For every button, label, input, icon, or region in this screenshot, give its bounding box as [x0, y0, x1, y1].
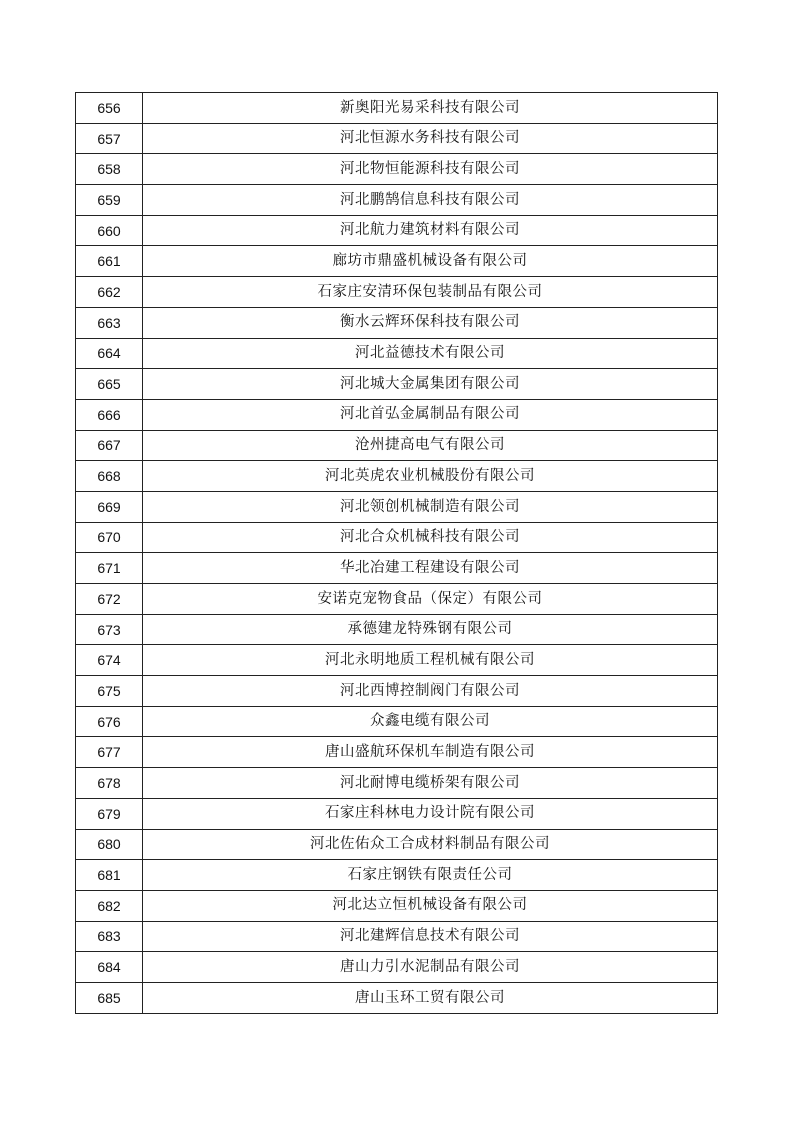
- row-number: 659: [76, 185, 143, 216]
- row-number: 672: [76, 584, 143, 615]
- row-number: 656: [76, 93, 143, 124]
- table-row: [76, 829, 718, 860]
- row-number: 675: [76, 676, 143, 707]
- company-list-table: [75, 92, 718, 1014]
- row-number: 678: [76, 768, 143, 799]
- row-number: 662: [76, 277, 143, 308]
- company-name: 河北城大金属集团有限公司: [143, 369, 718, 400]
- table-row: [76, 123, 718, 154]
- table-row: [76, 154, 718, 185]
- company-name: 石家庄钢铁有限责任公司: [143, 860, 718, 891]
- row-number: 683: [76, 921, 143, 952]
- company-name: 石家庄科林电力设计院有限公司: [143, 798, 718, 829]
- company-name: 唐山力引水泥制品有限公司: [143, 952, 718, 983]
- company-name: 承德建龙特殊钢有限公司: [143, 614, 718, 645]
- company-name: 石家庄安清环保包装制品有限公司: [143, 277, 718, 308]
- row-number: 666: [76, 399, 143, 430]
- company-name: 河北合众机械科技有限公司: [143, 522, 718, 553]
- table-row: [76, 338, 718, 369]
- company-name: 沧州捷高电气有限公司: [143, 430, 718, 461]
- table-row: [76, 614, 718, 645]
- table-row: [76, 676, 718, 707]
- row-number: 684: [76, 952, 143, 983]
- row-number: 657: [76, 123, 143, 154]
- company-name: 唐山玉环工贸有限公司: [143, 982, 718, 1013]
- company-name: 华北冶建工程建设有限公司: [143, 553, 718, 584]
- company-name: 河北建辉信息技术有限公司: [143, 921, 718, 952]
- table-row: [76, 185, 718, 216]
- table-row: [76, 277, 718, 308]
- row-number: 661: [76, 246, 143, 277]
- company-name: 唐山盛航环保机车制造有限公司: [143, 737, 718, 768]
- company-name: 河北益德技术有限公司: [143, 338, 718, 369]
- company-name: 河北首弘金属制品有限公司: [143, 399, 718, 430]
- table-row: [76, 645, 718, 676]
- row-number: 671: [76, 553, 143, 584]
- row-number: 681: [76, 860, 143, 891]
- row-number: 680: [76, 829, 143, 860]
- company-name: 新奥阳光易采科技有限公司: [143, 93, 718, 124]
- row-number: 677: [76, 737, 143, 768]
- company-name: 河北恒源水务科技有限公司: [143, 123, 718, 154]
- company-name: 河北物恒能源科技有限公司: [143, 154, 718, 185]
- table-row: [76, 491, 718, 522]
- company-name: 廊坊市鼎盛机械设备有限公司: [143, 246, 718, 277]
- table-row: [76, 369, 718, 400]
- row-number: 665: [76, 369, 143, 400]
- company-name: 河北耐博电缆桥架有限公司: [143, 768, 718, 799]
- company-name: 河北佐佑众工合成材料制品有限公司: [143, 829, 718, 860]
- table-row: [76, 706, 718, 737]
- table-row: [76, 430, 718, 461]
- company-name: 河北英虎农业机械股份有限公司: [143, 461, 718, 492]
- company-list-body: [76, 93, 718, 1014]
- row-number: 668: [76, 461, 143, 492]
- table-row: [76, 584, 718, 615]
- company-name: 安诺克宠物食品（保定）有限公司: [143, 584, 718, 615]
- row-number: 674: [76, 645, 143, 676]
- row-number: 664: [76, 338, 143, 369]
- company-name: 河北西博控制阀门有限公司: [143, 676, 718, 707]
- table-row: [76, 921, 718, 952]
- row-number: 670: [76, 522, 143, 553]
- table-row: [76, 522, 718, 553]
- company-name: 河北鹏鹄信息科技有限公司: [143, 185, 718, 216]
- table-row: [76, 798, 718, 829]
- table-row: [76, 93, 718, 124]
- row-number: 669: [76, 491, 143, 522]
- row-number: 660: [76, 215, 143, 246]
- table-row: [76, 246, 718, 277]
- company-name: 河北领创机械制造有限公司: [143, 491, 718, 522]
- row-number: 685: [76, 982, 143, 1013]
- table-row: [76, 860, 718, 891]
- table-row: [76, 399, 718, 430]
- table-row: [76, 890, 718, 921]
- row-number: 658: [76, 154, 143, 185]
- company-name: 河北航力建筑材料有限公司: [143, 215, 718, 246]
- table-row: [76, 982, 718, 1013]
- table-row: [76, 768, 718, 799]
- table-row: [76, 461, 718, 492]
- company-name: 河北达立恒机械设备有限公司: [143, 890, 718, 921]
- row-number: 679: [76, 798, 143, 829]
- company-name: 河北永明地质工程机械有限公司: [143, 645, 718, 676]
- row-number: 667: [76, 430, 143, 461]
- company-name: 众鑫电缆有限公司: [143, 706, 718, 737]
- table-row: [76, 737, 718, 768]
- table-row: [76, 215, 718, 246]
- row-number: 673: [76, 614, 143, 645]
- row-number: 682: [76, 890, 143, 921]
- company-name: 衡水云辉环保科技有限公司: [143, 307, 718, 338]
- row-number: 663: [76, 307, 143, 338]
- table-row: [76, 952, 718, 983]
- table-row: [76, 307, 718, 338]
- row-number: 676: [76, 706, 143, 737]
- table-row: [76, 553, 718, 584]
